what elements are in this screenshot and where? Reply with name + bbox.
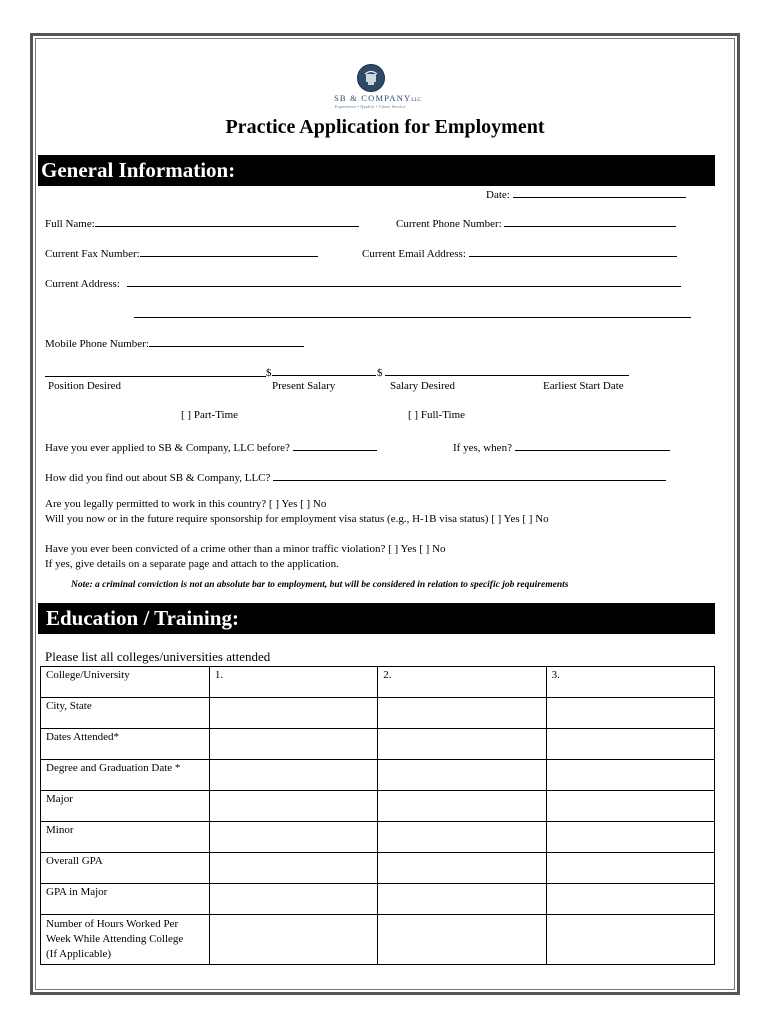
table-cell[interactable] (378, 884, 546, 915)
table-cell[interactable] (546, 915, 714, 965)
row-label: GPA in Major (41, 884, 210, 915)
logo-emblem (357, 64, 385, 92)
table-cell[interactable] (546, 760, 714, 791)
present-salary-label: Present Salary (272, 380, 336, 392)
table-cell[interactable] (209, 853, 377, 884)
date-line[interactable] (513, 186, 686, 198)
how-found-label: How did you find out about SB & Company, LLC? (45, 472, 271, 484)
how-found-field[interactable] (45, 469, 666, 484)
applied-before-line[interactable] (293, 439, 377, 451)
page-title: Practice Application for Employment (225, 116, 545, 138)
table-row (41, 791, 715, 822)
full-name-line[interactable] (95, 215, 359, 227)
position-label: Position Desired (48, 380, 122, 392)
full-name-label: Full Name: (45, 218, 95, 230)
fax-label: Current Fax Number: (45, 248, 140, 260)
table-cell[interactable] (378, 729, 546, 760)
date-field[interactable] (486, 186, 686, 201)
education-table (40, 666, 715, 965)
table-cell[interactable] (378, 822, 546, 853)
table-cell[interactable] (546, 729, 714, 760)
fax-line[interactable] (140, 245, 318, 257)
table-row (41, 698, 715, 729)
email-field[interactable] (362, 245, 677, 260)
criminal-note: Note: a criminal conviction is not an absolute bar to employment, but will be considered in relation to specific job requirements (71, 580, 569, 590)
table-cell[interactable] (209, 884, 377, 915)
table-cell[interactable] (209, 822, 377, 853)
logo-company-name: SB & COMPANYLLC (334, 93, 421, 103)
row-label: Number of Hours Worked Per Week While Attending College (If Applicable) (41, 915, 210, 965)
table-cell[interactable] (378, 791, 546, 822)
column-header-2[interactable]: 2. (378, 667, 546, 698)
dollar-sign: $ (266, 367, 272, 379)
education-heading: Education / Training: (38, 603, 715, 634)
present-salary-line[interactable] (272, 364, 376, 376)
table-cell[interactable] (546, 822, 714, 853)
position-line[interactable] (45, 365, 266, 377)
row-label: Minor (41, 822, 210, 853)
applied-before-label: Have you ever applied to SB & Company, LLC before? (45, 442, 290, 454)
table-row (41, 667, 715, 698)
address-line-2[interactable] (134, 306, 691, 318)
table-cell[interactable] (209, 915, 377, 965)
table-cell[interactable] (546, 791, 714, 822)
table-cell[interactable] (546, 853, 714, 884)
row-label: Degree and Graduation Date * (41, 760, 210, 791)
table-cell[interactable] (546, 884, 714, 915)
table-cell[interactable] (378, 698, 546, 729)
if-yes-when-label: If yes, when? (453, 442, 512, 454)
table-cell[interactable] (209, 729, 377, 760)
table-cell[interactable] (209, 791, 377, 822)
work-permitted-question[interactable]: Are you legally permitted to work in this country? [ ] Yes [ ] No (45, 498, 327, 510)
table-row (41, 729, 715, 760)
mobile-label: Mobile Phone Number: (45, 338, 149, 350)
table-row (41, 853, 715, 884)
fax-field[interactable] (45, 245, 318, 260)
conviction-question[interactable]: Have you ever been convicted of a crime other than a minor traffic violation? [ ] Yes [ ] No (45, 543, 446, 555)
salary-desired-label: Salary Desired (390, 380, 456, 392)
row-label: Dates Attended* (41, 729, 210, 760)
sponsorship-question[interactable]: Will you now or in the future require sponsorship for employment visa status (e.g., H-1B visa status) [ ] Yes [ ] No (45, 513, 549, 525)
mobile-field[interactable] (45, 335, 304, 350)
date-label: Date: (486, 189, 510, 201)
table-row (41, 884, 715, 915)
how-found-line[interactable] (273, 469, 666, 481)
phone-field[interactable] (396, 215, 676, 230)
row-label: College/University (41, 667, 210, 698)
address-label: Current Address: (45, 278, 120, 290)
present-salary-field[interactable] (266, 364, 376, 379)
table-cell[interactable] (209, 760, 377, 791)
column-header-3[interactable]: 3. (546, 667, 714, 698)
salary-desired-field[interactable] (377, 364, 629, 379)
table-cell[interactable] (378, 760, 546, 791)
table-cell[interactable] (209, 698, 377, 729)
if-yes-when-line[interactable] (515, 439, 670, 451)
full-time-checkbox[interactable]: [ ] Full-Time (408, 409, 466, 421)
conviction-details-text: If yes, give details on a separate page and attach to the application. (45, 558, 339, 570)
row-label: Overall GPA (41, 853, 210, 884)
education-instruction: Please list all colleges/universities attended (45, 649, 271, 664)
table-row (41, 760, 715, 791)
row-label: City, State (41, 698, 210, 729)
mobile-line[interactable] (149, 335, 304, 347)
table-cell[interactable] (546, 698, 714, 729)
dollar-sign: $ (377, 367, 383, 379)
row-label: Major (41, 791, 210, 822)
if-yes-when-field[interactable] (453, 439, 670, 454)
table-row (41, 822, 715, 853)
part-time-checkbox[interactable]: [ ] Part-Time (181, 409, 239, 421)
salary-start-line[interactable] (385, 364, 629, 376)
phone-line[interactable] (504, 215, 676, 227)
full-name-field[interactable] (45, 215, 359, 230)
logo-tagline: Experience • Quality • Client Service (335, 104, 406, 109)
table-cell[interactable] (378, 853, 546, 884)
column-header-1[interactable]: 1. (209, 667, 377, 698)
address-line-1[interactable] (127, 275, 681, 287)
phone-label: Current Phone Number: (396, 218, 502, 230)
table-cell[interactable] (378, 915, 546, 965)
email-line[interactable] (469, 245, 677, 257)
start-date-label: Earliest Start Date (543, 380, 624, 392)
general-info-heading: General Information: (38, 155, 715, 186)
address-field[interactable] (45, 275, 681, 290)
applied-before-field[interactable] (45, 439, 377, 454)
email-label: Current Email Address: (362, 248, 466, 260)
table-row (41, 915, 715, 965)
